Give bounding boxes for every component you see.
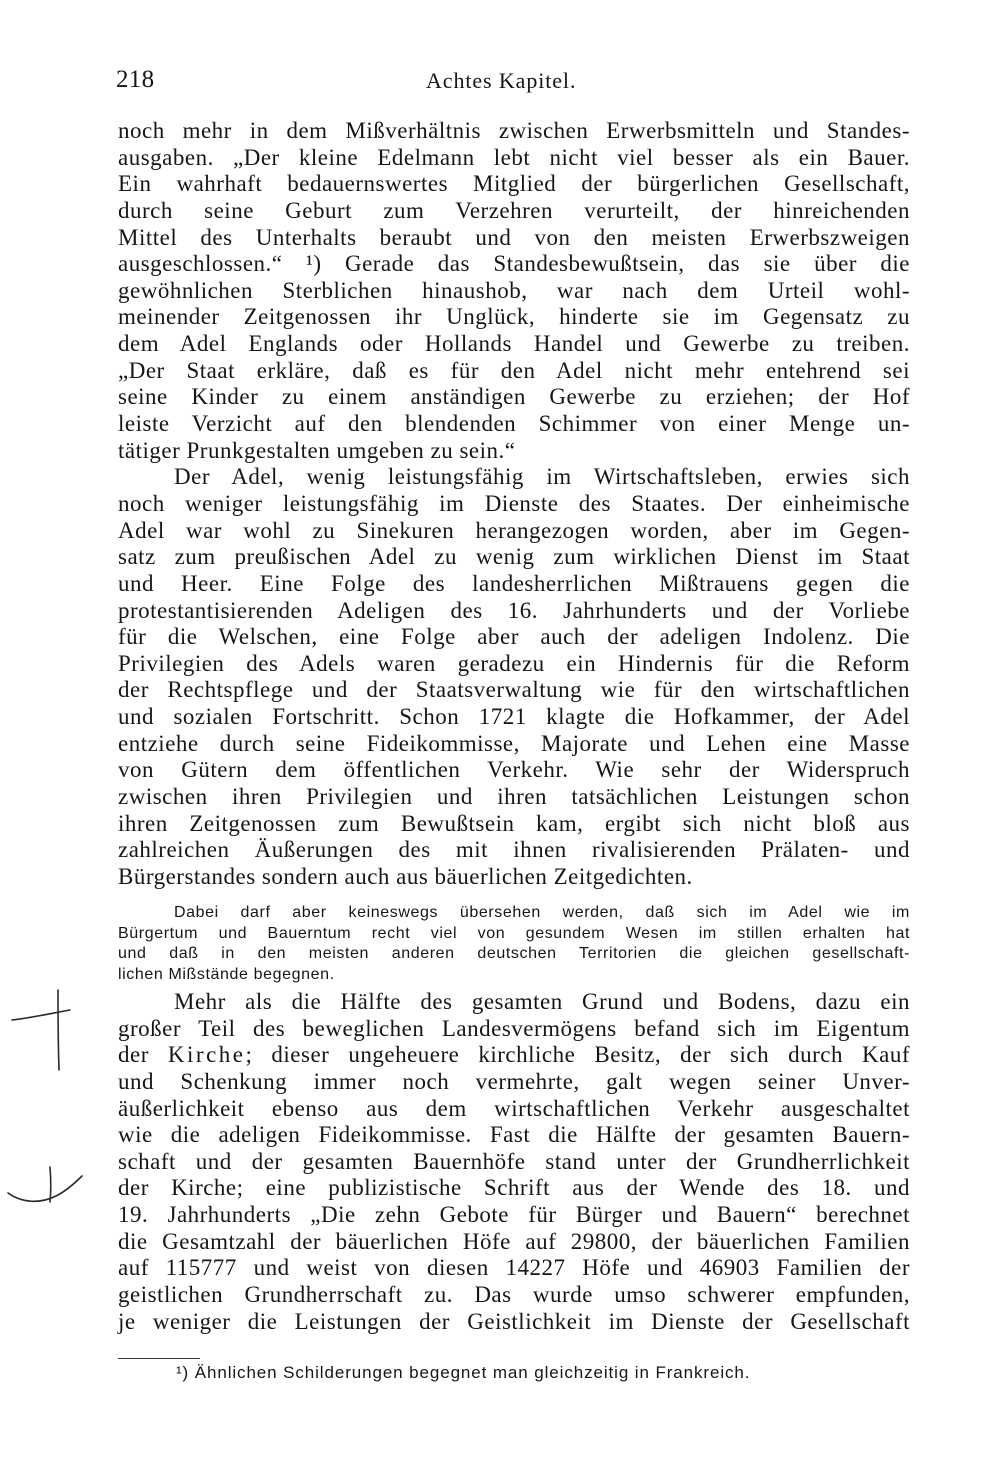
small-print-note (118, 903, 910, 985)
text-line: der Kirche; eine publizistische Schrift aus der Wende des 18. und (118, 1175, 910, 1201)
text-line: und Schenkung immer noch vermehrte, galt wegen seiner Unver- (118, 1068, 910, 1094)
text-line: der Rechtspflege und der Staatsverwaltung wie für den wirtschaftlichen (118, 677, 910, 703)
page-number: 218 (116, 66, 155, 93)
text-line: 19. Jahrhunderts „Die zehn Gebote für Bürger und Bauern“ berechnet (118, 1202, 910, 1228)
emphasized-word: Kirche (167, 1042, 246, 1068)
chapter-title: Achtes Kapitel. (426, 68, 577, 93)
text-line: die Gesamtzahl der bäuerlichen Höfe auf 29800, der bäuerlichen Familien (118, 1228, 910, 1254)
footnote: ¹) Ähnlichen Schilderungen begegnet man gleichzeitig in Frankreich. (176, 1363, 751, 1382)
text-line: gewöhnlichen Sterblichen hinaushob, war nach dem Urteil wohl- (118, 277, 910, 303)
text-line: für die Welschen, eine Folge aber auch der adeligen Indolenz. Die (118, 624, 910, 650)
text-line: wie die adeligen Fideikommisse. Fast die Hälfte der gesamten Bauern- (118, 1122, 910, 1148)
text-line: zahlreichen Äußerungen des mit ihnen rivalisierenden Prälaten- und (118, 837, 910, 863)
text-line: ausgeschlossen.“ ¹) Gerade das Standesbewußtsein, das sie über die (118, 251, 910, 277)
text-line: Ein wahrhaft bedauernswertes Mitglied der bürgerlichen Gesellschaft, (118, 171, 910, 197)
note-line: Bürgertum und Bauerntum recht viel von gesundem Wesen im stillen erhalten hat (118, 924, 910, 942)
text-line: seine Kinder zu einem anständigen Gewerbe zu erziehen; der Hof (118, 384, 910, 410)
text-line: von Gütern dem öffentlichen Verkehr. Wie sehr der Widerspruch (118, 757, 910, 783)
text-line: Adel war wohl zu Sinekuren herangezogen worden, aber im Gegen- (118, 517, 910, 543)
text-fragment: ; dieser ungeheuere kirchliche Besitz, der sich durch Kauf (245, 1042, 910, 1068)
footnote-divider (118, 1358, 200, 1359)
page-header (116, 66, 906, 98)
main-text (118, 118, 910, 891)
text-line: auf 115777 und weist von diesen 14227 Höfe und 46903 Familien der (118, 1255, 910, 1281)
text-line: durch seine Geburt zum Verzehren verurteilt, der hinreichenden (118, 197, 910, 223)
text-line: zwischen ihren Privilegien und ihren tatsächlichen Leistungen schon (118, 784, 910, 810)
text-line: Mittel des Unterhalts beraubt und von den meisten Erwerbszweigen (118, 224, 910, 250)
text-line: Privilegien des Adels waren geradezu ein Hindernis für die Reform (118, 650, 910, 676)
text-line: ihren Zeitgenossen zum Bewußtsein kam, ergibt sich nicht bloß aus (118, 810, 910, 836)
text-line: noch mehr in dem Mißverhältnis zwischen Erwerbsmitteln und Standes- (118, 118, 910, 143)
text-line: Der Adel, wenig leistungsfähig im Wirtschaftsleben, erwies sich (174, 464, 910, 490)
text-line: je weniger die Leistungen der Geistlichkeit im Dienste der Gesellschaft (118, 1308, 910, 1334)
text-line: leiste Verzicht auf den blendenden Schimmer von einer Menge un- (118, 411, 910, 437)
text-line: entziehe durch seine Fideikommisse, Majorate und Lehen eine Masse (118, 730, 910, 756)
text-line: äußerlichkeit ebenso aus dem wirtschaftlichen Verkehr ausgeschaltet (118, 1095, 910, 1121)
note-line: Dabei darf aber keineswegs übersehen werden, daß sich im Adel wie im (174, 904, 910, 921)
text-line: dem Adel Englands oder Hollands Handel und Gewerbe zu treiben. (118, 331, 910, 357)
text-line: Bürgerstandes sondern auch aus bäuerlichen Zeitgedichten. (118, 863, 693, 889)
text-line: und Heer. Eine Folge des landesherrlichen Mißtrauens gegen die (118, 570, 910, 596)
text-fragment: der (118, 1042, 168, 1068)
text-line: noch weniger leistungsfähig im Dienste des Staates. Der einheimische (118, 490, 910, 516)
text-line: großer Teil des beweglichen Landesvermögens befand sich im Eigentum (118, 1015, 910, 1041)
text-line (118, 1042, 910, 1069)
text-line: schaft und der gesamten Bauernhöfe stand unter der Grundherrlichkeit (118, 1148, 910, 1174)
note-line: und daß in den meisten anderen deutschen Territorien die gleichen gesellschaft- (118, 945, 910, 962)
text-line: tätiger Prunkgestalten umgeben zu sein.“ (118, 437, 516, 463)
note-line: lichen Mißstände begegnen. (118, 965, 335, 983)
text-line: und sozialen Fortschritt. Schon 1721 klagte die Hofkammer, der Adel (118, 704, 910, 730)
margin-pencil-marks (0, 0, 120, 1474)
text-line: satz zum preußischen Adel zu wenig zum wirklichen Dienst im Staat (118, 544, 910, 570)
text-line: ausgaben. „Der kleine Edelmann lebt nicht viel besser als ein Bauer. (118, 144, 910, 170)
text-line: meinender Zeitgenossen ihr Unglück, hinderte sie im Gegensatz zu (118, 304, 910, 330)
text-line: Mehr als die Hälfte des gesamten Grund und Bodens, dazu ein (174, 989, 910, 1014)
text-line: „Der Staat erkläre, daß es für den Adel nicht mehr entehrend sei (118, 357, 910, 383)
main-text-continued (118, 989, 910, 1335)
text-line: geistlichen Grundherrschaft zu. Das wurde umso schwerer empfunden, (118, 1282, 910, 1308)
text-line: protestantisierenden Adeligen des 16. Jahrhunderts und der Vorliebe (118, 597, 910, 623)
